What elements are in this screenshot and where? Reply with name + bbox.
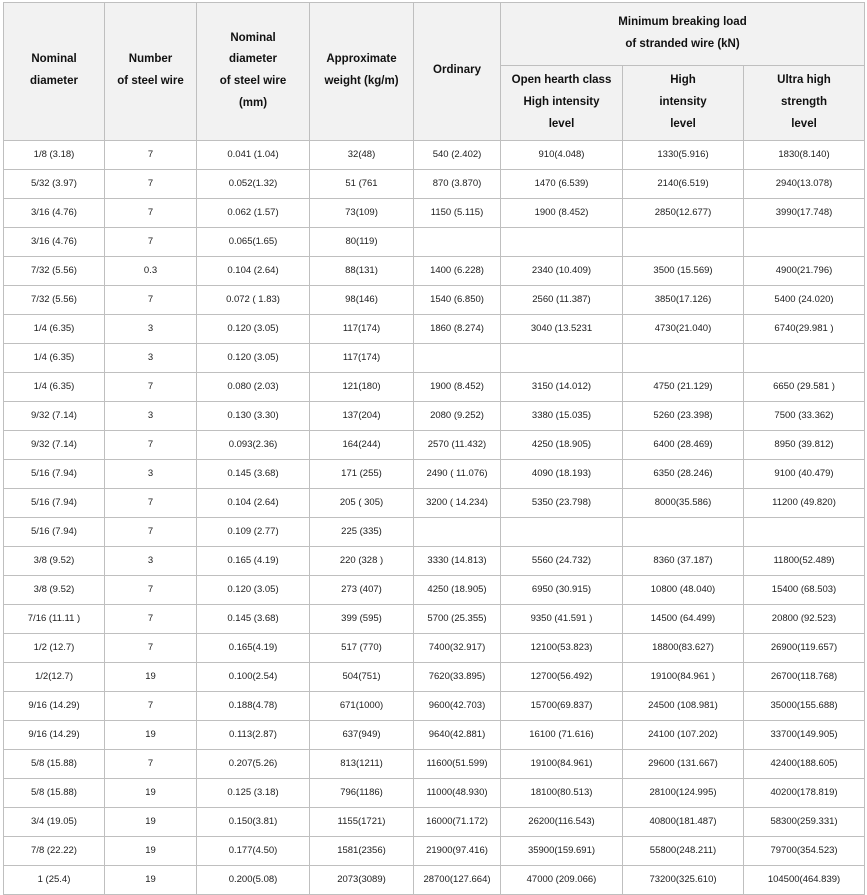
- cell-approximate-weight: 88(131): [310, 256, 414, 285]
- table-row: [4, 778, 865, 807]
- cell-ultra-high: 11800(52.489): [744, 546, 865, 575]
- header-approximate-weight: Approximate weight (kg/m): [310, 3, 414, 141]
- cell-high-intensity: 19100(84.961 ): [623, 662, 744, 691]
- cell-nominal-diameter: 3/8 (9.52): [4, 575, 105, 604]
- cell-nominal-diameter-of-steel-wire: 0.165 (4.19): [197, 546, 310, 575]
- cell-high-intensity: 6400 (28.469): [623, 430, 744, 459]
- cell-approximate-weight: 671(1000): [310, 691, 414, 720]
- cell-number-of-steel-wire: 19: [105, 865, 197, 894]
- cell-number-of-steel-wire: 7: [105, 198, 197, 227]
- cell-ordinary: 1400 (6.228): [414, 256, 501, 285]
- cell-nominal-diameter: 5/16 (7.94): [4, 459, 105, 488]
- table-row: [4, 633, 865, 662]
- cell-nominal-diameter-of-steel-wire: 0.207(5.26): [197, 749, 310, 778]
- cell-approximate-weight: 220 (328 ): [310, 546, 414, 575]
- cell-ultra-high: 9100 (40.479): [744, 459, 865, 488]
- table-row: [4, 720, 865, 749]
- cell-open-hearth: 2560 (11.387): [501, 285, 623, 314]
- cell-open-hearth: 3150 (14.012): [501, 372, 623, 401]
- cell-high-intensity: 5260 (23.398): [623, 401, 744, 430]
- cell-high-intensity: 8000(35.586): [623, 488, 744, 517]
- cell-high-intensity: 29600 (131.667): [623, 749, 744, 778]
- cell-ultra-high: 7500 (33.362): [744, 401, 865, 430]
- cell-nominal-diameter-of-steel-wire: 0.104 (2.64): [197, 488, 310, 517]
- cell-number-of-steel-wire: 7: [105, 285, 197, 314]
- cell-number-of-steel-wire: 19: [105, 807, 197, 836]
- cell-nominal-diameter-of-steel-wire: 0.041 (1.04): [197, 140, 310, 169]
- cell-high-intensity: 18800(83.627): [623, 633, 744, 662]
- header-ordinary: Ordinary: [414, 3, 501, 141]
- table-row: [4, 401, 865, 430]
- table-row: [4, 372, 865, 401]
- cell-number-of-steel-wire: 7: [105, 604, 197, 633]
- cell-approximate-weight: 1581(2356): [310, 836, 414, 865]
- cell-high-intensity: 4730(21.040): [623, 314, 744, 343]
- cell-number-of-steel-wire: 7: [105, 575, 197, 604]
- cell-open-hearth: 5350 (23.798): [501, 488, 623, 517]
- cell-open-hearth: 2340 (10.409): [501, 256, 623, 285]
- cell-nominal-diameter: 9/16 (14.29): [4, 691, 105, 720]
- header-high-intensity: High intensity level: [623, 66, 744, 141]
- cell-nominal-diameter: 5/32 (3.97): [4, 169, 105, 198]
- cell-ordinary: 11600(51.599): [414, 749, 501, 778]
- table-row: [4, 807, 865, 836]
- cell-ultra-high: 8950 (39.812): [744, 430, 865, 459]
- cell-ordinary: 2570 (11.432): [414, 430, 501, 459]
- cell-high-intensity: 4750 (21.129): [623, 372, 744, 401]
- cell-high-intensity: 28100(124.995): [623, 778, 744, 807]
- cell-number-of-steel-wire: 7: [105, 169, 197, 198]
- cell-open-hearth: 47000 (209.066): [501, 865, 623, 894]
- cell-nominal-diameter: 1/4 (6.35): [4, 343, 105, 372]
- cell-ordinary: [414, 517, 501, 546]
- cell-ordinary: 3200 ( 14.234): [414, 488, 501, 517]
- cell-number-of-steel-wire: 7: [105, 227, 197, 256]
- cell-open-hearth: 5560 (24.732): [501, 546, 623, 575]
- cell-open-hearth: 3380 (15.035): [501, 401, 623, 430]
- table-row: [4, 227, 865, 256]
- cell-open-hearth: 12100(53.823): [501, 633, 623, 662]
- cell-approximate-weight: 2073(3089): [310, 865, 414, 894]
- table-row: [4, 604, 865, 633]
- cell-high-intensity: 24100 (107.202): [623, 720, 744, 749]
- header-row-1: [4, 3, 865, 66]
- cell-high-intensity: 2140(6.519): [623, 169, 744, 198]
- cell-ordinary: 1540 (6.850): [414, 285, 501, 314]
- cell-nominal-diameter-of-steel-wire: 0.072 ( 1.83): [197, 285, 310, 314]
- cell-ordinary: 1860 (8.274): [414, 314, 501, 343]
- cell-nominal-diameter: 7/32 (5.56): [4, 285, 105, 314]
- cell-high-intensity: [623, 343, 744, 372]
- cell-number-of-steel-wire: 3: [105, 546, 197, 575]
- cell-approximate-weight: 171 (255): [310, 459, 414, 488]
- cell-nominal-diameter-of-steel-wire: 0.109 (2.77): [197, 517, 310, 546]
- cell-number-of-steel-wire: 19: [105, 836, 197, 865]
- cell-open-hearth: 6950 (30.915): [501, 575, 623, 604]
- cell-ordinary: 870 (3.870): [414, 169, 501, 198]
- cell-approximate-weight: 1155(1721): [310, 807, 414, 836]
- cell-nominal-diameter: 9/16 (14.29): [4, 720, 105, 749]
- cell-open-hearth: 1900 (8.452): [501, 198, 623, 227]
- cell-approximate-weight: 73(109): [310, 198, 414, 227]
- cell-high-intensity: 2850(12.677): [623, 198, 744, 227]
- cell-ordinary: 4250 (18.905): [414, 575, 501, 604]
- cell-approximate-weight: 80(119): [310, 227, 414, 256]
- cell-ultra-high: 6740(29.981 ): [744, 314, 865, 343]
- cell-nominal-diameter-of-steel-wire: 0.145 (3.68): [197, 604, 310, 633]
- cell-open-hearth: 910(4.048): [501, 140, 623, 169]
- cell-approximate-weight: 399 (595): [310, 604, 414, 633]
- cell-nominal-diameter-of-steel-wire: 0.145 (3.68): [197, 459, 310, 488]
- cell-approximate-weight: 273 (407): [310, 575, 414, 604]
- cell-number-of-steel-wire: 3: [105, 314, 197, 343]
- cell-open-hearth: 9350 (41.591 ): [501, 604, 623, 633]
- cell-ultra-high: 1830(8.140): [744, 140, 865, 169]
- cell-ultra-high: [744, 517, 865, 546]
- cell-nominal-diameter: 3/16 (4.76): [4, 227, 105, 256]
- cell-nominal-diameter: 1/2(12.7): [4, 662, 105, 691]
- cell-nominal-diameter-of-steel-wire: 0.120 (3.05): [197, 314, 310, 343]
- cell-nominal-diameter-of-steel-wire: 0.062 (1.57): [197, 198, 310, 227]
- cell-high-intensity: 24500 (108.981): [623, 691, 744, 720]
- cell-nominal-diameter-of-steel-wire: 0.100(2.54): [197, 662, 310, 691]
- table-header: [4, 3, 865, 141]
- table-body: [4, 140, 865, 894]
- cell-high-intensity: 1330(5.916): [623, 140, 744, 169]
- cell-ordinary: [414, 227, 501, 256]
- cell-high-intensity: 10800 (48.040): [623, 575, 744, 604]
- cell-nominal-diameter-of-steel-wire: 0.104 (2.64): [197, 256, 310, 285]
- cell-high-intensity: 8360 (37.187): [623, 546, 744, 575]
- cell-number-of-steel-wire: 19: [105, 662, 197, 691]
- cell-ordinary: 3330 (14.813): [414, 546, 501, 575]
- cell-nominal-diameter: 3/16 (4.76): [4, 198, 105, 227]
- cell-nominal-diameter-of-steel-wire: 0.200(5.08): [197, 865, 310, 894]
- cell-nominal-diameter-of-steel-wire: 0.165(4.19): [197, 633, 310, 662]
- cell-high-intensity: 55800(248.211): [623, 836, 744, 865]
- cell-number-of-steel-wire: 3: [105, 459, 197, 488]
- cell-approximate-weight: 117(174): [310, 343, 414, 372]
- cell-ultra-high: 4900(21.796): [744, 256, 865, 285]
- table-row: [4, 517, 865, 546]
- cell-number-of-steel-wire: 3: [105, 401, 197, 430]
- table-row: [4, 546, 865, 575]
- cell-high-intensity: 3850(17.126): [623, 285, 744, 314]
- cell-approximate-weight: 796(1186): [310, 778, 414, 807]
- cell-ultra-high: 5400 (24.020): [744, 285, 865, 314]
- cell-ordinary: 1900 (8.452): [414, 372, 501, 401]
- cell-open-hearth: 18100(80.513): [501, 778, 623, 807]
- cell-approximate-weight: 225 (335): [310, 517, 414, 546]
- cell-ultra-high: 58300(259.331): [744, 807, 865, 836]
- cell-high-intensity: 3500 (15.569): [623, 256, 744, 285]
- table-row: [4, 198, 865, 227]
- cell-nominal-diameter: 1/8 (3.18): [4, 140, 105, 169]
- cell-nominal-diameter-of-steel-wire: 0.120 (3.05): [197, 575, 310, 604]
- cell-nominal-diameter-of-steel-wire: 0.093(2.36): [197, 430, 310, 459]
- cell-open-hearth: 26200(116.543): [501, 807, 623, 836]
- cell-open-hearth: 4090 (18.193): [501, 459, 623, 488]
- cell-open-hearth: 35900(159.691): [501, 836, 623, 865]
- cell-high-intensity: [623, 517, 744, 546]
- cell-number-of-steel-wire: 7: [105, 691, 197, 720]
- cell-ultra-high: 104500(464.839): [744, 865, 865, 894]
- cell-open-hearth: 16100 (71.616): [501, 720, 623, 749]
- cell-ultra-high: [744, 343, 865, 372]
- table-row: [4, 256, 865, 285]
- cell-number-of-steel-wire: 7: [105, 517, 197, 546]
- cell-open-hearth: 19100(84.961): [501, 749, 623, 778]
- cell-nominal-diameter-of-steel-wire: 0.080 (2.03): [197, 372, 310, 401]
- cell-approximate-weight: 164(244): [310, 430, 414, 459]
- cell-nominal-diameter: 5/8 (15.88): [4, 778, 105, 807]
- steel-wire-spec-table: [3, 2, 865, 895]
- table-row: [4, 662, 865, 691]
- cell-approximate-weight: 137(204): [310, 401, 414, 430]
- cell-ultra-high: 26900(119.657): [744, 633, 865, 662]
- table-row: [4, 836, 865, 865]
- cell-ultra-high: 11200 (49.820): [744, 488, 865, 517]
- cell-ultra-high: 2940(13.078): [744, 169, 865, 198]
- table-row: [4, 691, 865, 720]
- cell-approximate-weight: 637(949): [310, 720, 414, 749]
- cell-approximate-weight: 813(1211): [310, 749, 414, 778]
- cell-approximate-weight: 504(751): [310, 662, 414, 691]
- table-row: [4, 140, 865, 169]
- cell-nominal-diameter: 5/16 (7.94): [4, 517, 105, 546]
- cell-nominal-diameter: 5/16 (7.94): [4, 488, 105, 517]
- cell-high-intensity: 73200(325.610): [623, 865, 744, 894]
- table-row: [4, 575, 865, 604]
- cell-number-of-steel-wire: 0.3: [105, 256, 197, 285]
- cell-approximate-weight: 32(48): [310, 140, 414, 169]
- header-open-hearth-high-intensity: Open hearth class High intensity level: [501, 66, 623, 141]
- cell-open-hearth: 4250 (18.905): [501, 430, 623, 459]
- table-row: [4, 488, 865, 517]
- cell-nominal-diameter: 7/16 (11.11 ): [4, 604, 105, 633]
- table-row: [4, 343, 865, 372]
- cell-nominal-diameter: 1/4 (6.35): [4, 314, 105, 343]
- cell-number-of-steel-wire: 7: [105, 372, 197, 401]
- cell-open-hearth: 1470 (6.539): [501, 169, 623, 198]
- cell-ordinary: 7620(33.895): [414, 662, 501, 691]
- cell-number-of-steel-wire: 3: [105, 343, 197, 372]
- cell-ultra-high: [744, 227, 865, 256]
- cell-number-of-steel-wire: 7: [105, 430, 197, 459]
- cell-approximate-weight: 205 ( 305): [310, 488, 414, 517]
- cell-ordinary: 11000(48.930): [414, 778, 501, 807]
- cell-ultra-high: 6650 (29.581 ): [744, 372, 865, 401]
- cell-nominal-diameter-of-steel-wire: 0.113(2.87): [197, 720, 310, 749]
- cell-nominal-diameter: 7/32 (5.56): [4, 256, 105, 285]
- cell-ultra-high: 79700(354.523): [744, 836, 865, 865]
- cell-open-hearth: 3040 (13.5231: [501, 314, 623, 343]
- cell-ultra-high: 42400(188.605): [744, 749, 865, 778]
- cell-nominal-diameter: 1/2 (12.7): [4, 633, 105, 662]
- header-number-of-steel-wire: Number of steel wire: [105, 3, 197, 141]
- cell-ordinary: 5700 (25.355): [414, 604, 501, 633]
- cell-ultra-high: 20800 (92.523): [744, 604, 865, 633]
- cell-nominal-diameter-of-steel-wire: 0.130 (3.30): [197, 401, 310, 430]
- table-row: [4, 749, 865, 778]
- cell-nominal-diameter: 3/8 (9.52): [4, 546, 105, 575]
- cell-approximate-weight: 121(180): [310, 372, 414, 401]
- cell-high-intensity: [623, 227, 744, 256]
- cell-ordinary: 2490 ( 11.076): [414, 459, 501, 488]
- cell-ordinary: [414, 343, 501, 372]
- cell-number-of-steel-wire: 19: [105, 778, 197, 807]
- cell-number-of-steel-wire: 7: [105, 749, 197, 778]
- cell-approximate-weight: 51 (761: [310, 169, 414, 198]
- cell-approximate-weight: 117(174): [310, 314, 414, 343]
- cell-high-intensity: 6350 (28.246): [623, 459, 744, 488]
- header-nominal-diameter-of-steel-wire: Nominal diameter of steel wire (mm): [197, 3, 310, 141]
- cell-ordinary: 16000(71.172): [414, 807, 501, 836]
- cell-approximate-weight: 98(146): [310, 285, 414, 314]
- table-row: [4, 865, 865, 894]
- cell-high-intensity: 40800(181.487): [623, 807, 744, 836]
- cell-ordinary: 7400(32.917): [414, 633, 501, 662]
- cell-nominal-diameter-of-steel-wire: 0.177(4.50): [197, 836, 310, 865]
- cell-nominal-diameter-of-steel-wire: 0.052(1.32): [197, 169, 310, 198]
- table-row: [4, 459, 865, 488]
- cell-nominal-diameter-of-steel-wire: 0.150(3.81): [197, 807, 310, 836]
- header-nominal-diameter: Nominal diameter: [4, 3, 105, 141]
- cell-approximate-weight: 517 (770): [310, 633, 414, 662]
- header-group-minimum-breaking-load: Minimum breaking load of stranded wire (kN): [501, 3, 865, 66]
- cell-nominal-diameter: 3/4 (19.05): [4, 807, 105, 836]
- cell-high-intensity: 14500 (64.499): [623, 604, 744, 633]
- cell-open-hearth: [501, 343, 623, 372]
- cell-open-hearth: 15700(69.837): [501, 691, 623, 720]
- cell-ultra-high: 33700(149.905): [744, 720, 865, 749]
- cell-ultra-high: 26700(118.768): [744, 662, 865, 691]
- cell-ordinary: 2080 (9.252): [414, 401, 501, 430]
- cell-number-of-steel-wire: 7: [105, 633, 197, 662]
- cell-ultra-high: 3990(17.748): [744, 198, 865, 227]
- cell-number-of-steel-wire: 19: [105, 720, 197, 749]
- cell-nominal-diameter: 9/32 (7.14): [4, 401, 105, 430]
- cell-ordinary: 9600(42.703): [414, 691, 501, 720]
- table-row: [4, 314, 865, 343]
- table-row: [4, 430, 865, 459]
- cell-ordinary: 540 (2.402): [414, 140, 501, 169]
- cell-nominal-diameter: 1/4 (6.35): [4, 372, 105, 401]
- cell-nominal-diameter: 9/32 (7.14): [4, 430, 105, 459]
- cell-nominal-diameter-of-steel-wire: 0.125 (3.18): [197, 778, 310, 807]
- cell-nominal-diameter-of-steel-wire: 0.188(4.78): [197, 691, 310, 720]
- cell-ultra-high: 35000(155.688): [744, 691, 865, 720]
- cell-ultra-high: 15400 (68.503): [744, 575, 865, 604]
- cell-nominal-diameter: 7/8 (22.22): [4, 836, 105, 865]
- cell-nominal-diameter-of-steel-wire: 0.065(1.65): [197, 227, 310, 256]
- table-row: [4, 285, 865, 314]
- cell-nominal-diameter: 1 (25.4): [4, 865, 105, 894]
- spec-table-container: [0, 2, 867, 895]
- table-row: [4, 169, 865, 198]
- cell-open-hearth: [501, 227, 623, 256]
- cell-nominal-diameter-of-steel-wire: 0.120 (3.05): [197, 343, 310, 372]
- header-ultra-high-strength: Ultra high strength level: [744, 66, 865, 141]
- cell-ordinary: 28700(127.664): [414, 865, 501, 894]
- cell-ultra-high: 40200(178.819): [744, 778, 865, 807]
- cell-open-hearth: [501, 517, 623, 546]
- cell-number-of-steel-wire: 7: [105, 140, 197, 169]
- cell-nominal-diameter: 5/8 (15.88): [4, 749, 105, 778]
- cell-ordinary: 9640(42.881): [414, 720, 501, 749]
- cell-open-hearth: 12700(56.492): [501, 662, 623, 691]
- cell-ordinary: 1150 (5.115): [414, 198, 501, 227]
- cell-number-of-steel-wire: 7: [105, 488, 197, 517]
- cell-ordinary: 21900(97.416): [414, 836, 501, 865]
